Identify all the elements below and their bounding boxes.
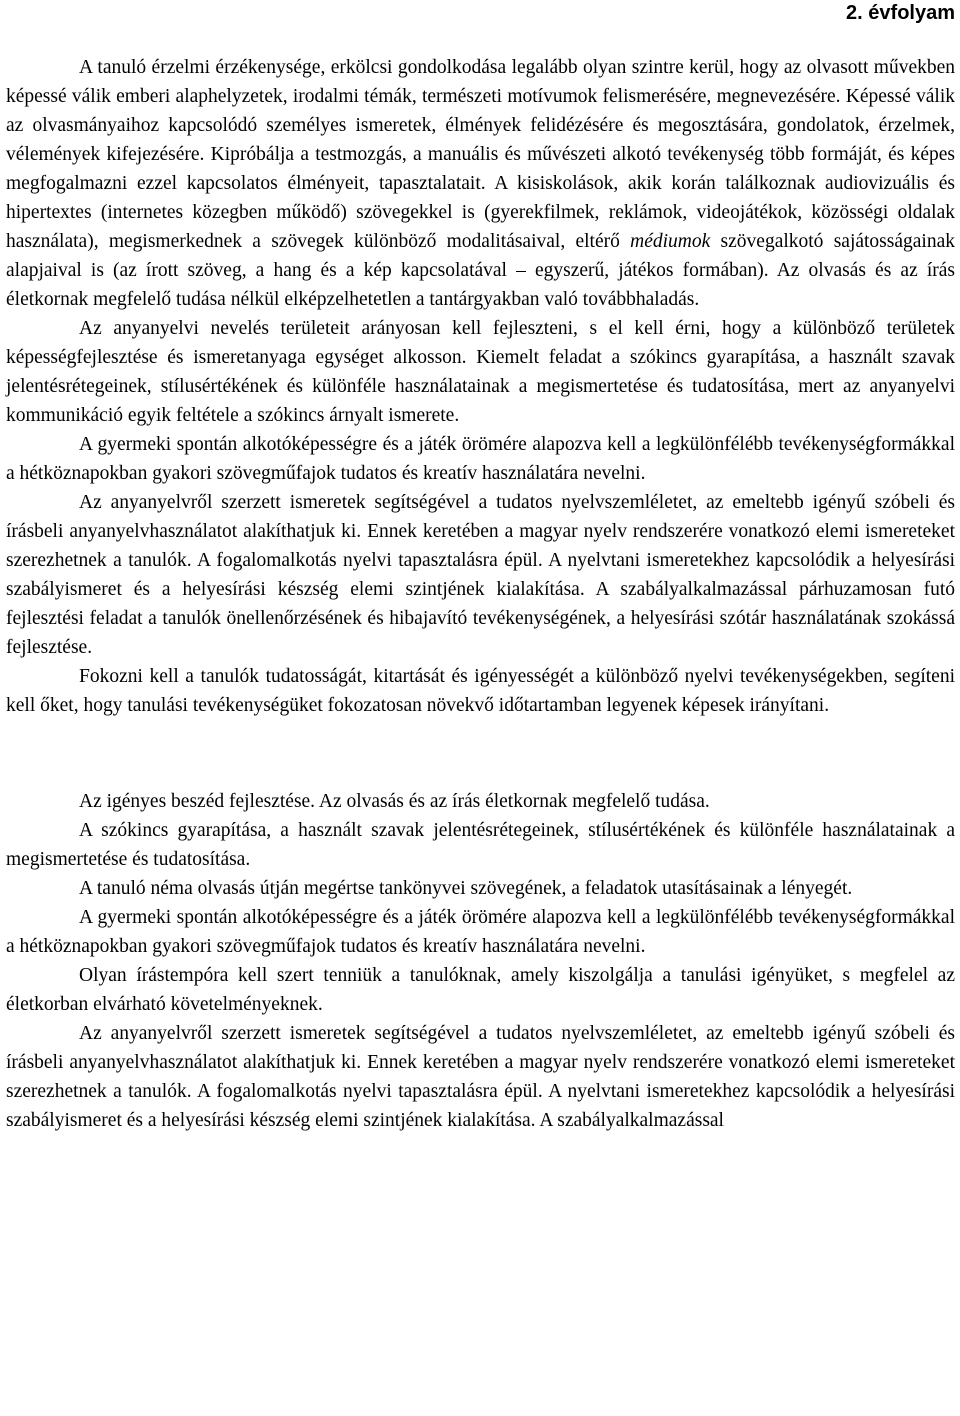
- paragraph-native-language: Az anyanyelvi nevelés területeit arányosan kell fejleszteni, s el kell érni, hogy a különböző területek képességfejlesztése és ismeretanyaga egységet alkosson. Kiemelt feladat a szókincs gyarapítása, a használt szavak jelentésrétegeinek, stílusértékének és különféle használatainak a megismertetése és tudatosítása, mert az anyanyelvi kommunikáció egyik feltétele a szókincs árnyalt ismerete.: [6, 318, 955, 426]
- emphasis-term: médiumok: [630, 231, 711, 252]
- paragraph-creativity: A gyermeki spontán alkotóképességre és a játék örömére alapozva kell a legkülönfélébb tevékenységformákkal a hétköznapokban gyakori szövegműfajok tudatos és kreatív használatára nevelni.: [6, 434, 955, 484]
- page-title: 2. évfolyam: [846, 2, 955, 24]
- paragraph-vocabulary: A szókincs gyarapítása, a használt szavak jelentésrétegeinek, stílusértékének és különféle használatainak a megismertetése és tudatosítása.: [6, 820, 955, 870]
- paragraph-writing-tempo: Olyan írástempóra kell szert tenniük a tanulóknak, amely kiszolgálja a tanulási igényüket, s megfelel az életkorban elvárható követelményeknek.: [6, 965, 955, 1015]
- paragraph-creativity-2: A gyermeki spontán alkotóképességre és a játék örömére alapozva kell a legkülönfélébb tevékenységformákkal a hétköznapokban gyakori szövegműfajok tudatos és kreatív használatára nevelni.: [6, 907, 955, 957]
- document-page: [6, 0, 955, 1135]
- paragraph-grammar-2: Az anyanyelvről szerzett ismeretek segítségével a tudatos nyelvszemléletet, az emeltebb igényű szóbeli és írásbeli anyanyelvhasználatot alakíthatjuk ki. Ennek keretében a magyar nyelv rendszerére vonatkozó elemi ismereteket szerezhetnek a tanulók. A fogalomalkotás nyelvi tapasztalásra épül. A nyelvtani ismeretekhez kapcsolódik a helyesírási szabályismeret és a helyesírási készség elemi szintjének kialakítása. A szabályalkalmazással: [6, 1023, 955, 1131]
- section-spacer: [6, 720, 955, 787]
- paragraph-text: A tanuló érzelmi érzékenysége, erkölcsi gondolkodása legalább olyan szintre kerül, hogy az olvasott művekben képessé válik emberi alaphelyzetek, irodalmi témák, természeti motívumok felismerésére, megnevezésére. Képessé válik az olvasmányaihoz kapcsolódó személyes ismeretek, élmények felidézésére és megosztására, gondolatok, érzelmek, vélemények kifejezésére. Kipróbálja a testmozgás, a manuális és művészeti alkotó tevékenység több formáját, és képes megfogalmazni ezzel kapcsolatos élményeit, tapasztalatait. A kisiskolások, akik korán találkoznak audiovizuális és hipertextes (internetes közegben működő) szövegekkel is (gyerekfilmek, reklámok, videojátékok, közösségi oldalak használata), megismerkednek a szövegek különböző modalitásaival, eltérő: [6, 57, 955, 252]
- paragraph-text: szövegalkotó sajátosságainak alapjaival is (az írott szöveg, a hang és a kép kapcsolatával – egyszerű, játékos formában). Az olvasás és az írás életkornak megfelelő tudása nélkül elképzelhetetlen a tantárgyakban való továbbhaladás.: [6, 231, 955, 310]
- paragraph-speech: Az igényes beszéd fejlesztése. Az olvasás és az írás életkornak megfelelő tudása.: [79, 791, 710, 812]
- paragraph-silent-reading: A tanuló néma olvasás útján megértse tankönyvei szövegének, a feladatok utasításainak a lényegét.: [79, 878, 853, 899]
- paragraph-goals: [6, 53, 955, 314]
- paragraph-awareness: Fokozni kell a tanulók tudatosságát, kitartását és igényességét a különböző nyelvi tevékenységekben, segíteni kell őket, hogy tanulási tevékenységüket fokozatosan növekvő időtartamban legyenek képesek irányítani.: [6, 666, 955, 716]
- paragraph-grammar: Az anyanyelvről szerzett ismeretek segítségével a tudatos nyelvszemléletet, az emeltebb igényű szóbeli és írásbeli anyanyelvhasználatot alakíthatjuk ki. Ennek keretében a magyar nyelv rendszerére vonatkozó elemi ismereteket szerezhetnek a tanulók. A fogalomalkotás nyelvi tapasztalásra épül. A nyelvtani ismeretekhez kapcsolódik a helyesírási szabályismeret és a helyesírási készség elemi szintjének kialakítása. A szabályalkalmazással párhuzamosan futó fejlesztési feladat a tanulók önellenőrzésének és hibajavító tevékenységének, a helyesírási szótár használatának szokássá fejlesztése.: [6, 492, 955, 658]
